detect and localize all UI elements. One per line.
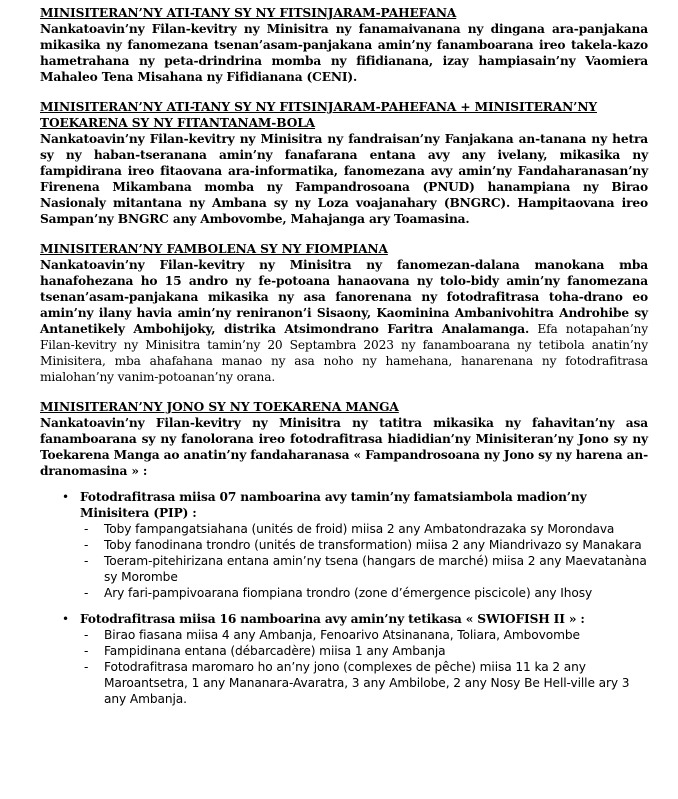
section-body-bold: Nankatoavin’ny Filan-kevitry ny Minisitra ny fanamaivanana ny dingana ara-panjakana mikasika ny fanomezana tsenan’asam-panjakana amin’ny fanamboarana ireo takela-kazo hametrahana ny peta-drindrina momba ny fifidianana, izay hampiasain’ny Vaomiera Mahaleo Tena Misahana ny Fifidianana (CENI). xyxy=(40,22,648,84)
list-item-text: Fampidinana entana (débarcadère) miisa 1 any Ambanja xyxy=(104,644,446,658)
section-heading: MINISITERAN’NY FAMBOLENA SY NY FIOMPIANA xyxy=(40,242,388,256)
section-body xyxy=(40,21,648,85)
bullet-item xyxy=(40,611,648,707)
dash-list xyxy=(80,627,648,707)
bullet-title: Fotodrafitrasa miisa 16 namboarina avy amin’ny tetikasa « SWIOFISH II » : xyxy=(80,612,585,626)
list-item-text: Birao fiasana miisa 4 any Ambanja, Fenoarivo Atsinanana, Toliara, Ambovombe xyxy=(104,628,580,642)
section-body-bold: Nankatoavin’ny Filan-kevitry ny Minisitra ny tatitra mikasika ny fahavitan’ny asa fanamboarana sy ny fanolorana ireo fotodrafitrasa hiadidian’ny Minisiteran’ny Jono sy ny Toekarena Manga ao anatin’ny fandaharanasa « Fampandrosoana ny Jono sy ny harena an-dranomasina » : xyxy=(40,416,648,478)
bullet-item xyxy=(40,489,648,601)
section-ati-tany xyxy=(40,5,648,85)
section-heading: MINISITERAN’NY ATI-TANY SY NY FITSINJARAM-PAHEFANA + MINISITERAN’NY TOEKARENA SY NY FITANTANAM-BOLA xyxy=(40,100,597,130)
list-item xyxy=(80,643,648,659)
section-body-bold: Nankatoavin’ny Filan-kevitry ny Minisitra ny fandraisan’ny Fanjakana an-tanana ny hetra sy ny haban-tseranana amin’ny fanafarana entana avy any ivelany, mikasika ny fampidirana ireo fitaovana ara-informatika, fanomezana avy amin’ny Fandaharanasan’ny Firenena Mikambana momba ny Fampandrosoana (PNUD) hanampiana ny Birao Nasionaly mitantana ny Ambana sy ny Loza voajanahary (BNGRC). Hampitaovana ireo Sampan’ny BNGRC any Ambovombe, Mahajanga ary Toamasina. xyxy=(40,132,648,226)
section-ati-tany-toekarena xyxy=(40,99,648,227)
dash-icon: - xyxy=(84,554,89,568)
bullet-icon: • xyxy=(62,612,70,626)
bullet-icon: • xyxy=(62,490,70,504)
bullet-list xyxy=(40,489,648,707)
list-item xyxy=(80,537,648,553)
dash-icon: - xyxy=(84,586,89,600)
dash-icon: - xyxy=(84,660,89,674)
section-jono xyxy=(40,399,648,707)
list-item-text: Toby fampangatsiahana (unités de froid) miisa 2 any Ambatondrazaka sy Morondava xyxy=(104,522,615,536)
list-item xyxy=(80,553,648,585)
list-item-text: Ary fari-pampivoarana fiompiana trondro (zone d’émergence piscicole) any Ihosy xyxy=(104,586,593,600)
list-item-text: Toeram-pitehirizana entana amin’ny tsena (hangars de marché) miisa 2 any Maevatanàna sy Morombe xyxy=(104,554,647,584)
section-body xyxy=(40,415,648,479)
list-item xyxy=(80,521,648,537)
list-item-text: Fotodrafitrasa maromaro ho an’ny jono (complexes de pêche) miisa 11 ka 2 any Maroantsetra, 1 any Mananara-Avaratra, 3 any Ambilobe, 2 any Nosy Be Hell-ville ary 3 any Ambanja. xyxy=(104,660,630,706)
dash-icon: - xyxy=(84,522,89,536)
list-item xyxy=(80,659,648,707)
dash-list xyxy=(80,521,648,601)
section-body-normal: Efa notapahan’ny Filan-kevitry ny Minisitra tamin’ny 20 Septambra 2023 ny fanamboarana ny tetibola anatin’ny Minisitera, mba ahafahana manao ny asa noho ny hamehana, hanarenana ny fotodrafitrasa mialohan’ny vanim-potoanan’ny orana. xyxy=(40,322,648,384)
list-item-text: Toby fanodinana trondro (unités de transformation) miisa 2 any Miandrivazo sy Manakara xyxy=(104,538,642,552)
section-heading: MINISITERAN’NY JONO SY NY TOEKARENA MANGA xyxy=(40,400,399,414)
bullet-title: Fotodrafitrasa miisa 07 namboarina avy tamin’ny famatsiambola madion’ny Minisitera (PIP) : xyxy=(80,490,587,520)
section-body xyxy=(40,131,648,227)
dash-icon: - xyxy=(84,628,89,642)
section-heading: MINISITERAN’NY ATI-TANY SY NY FITSINJARAM-PAHEFANA xyxy=(40,6,457,20)
section-body-bold: Nankatoavin’ny Filan-kevitry ny Minisitra ny fanomezan-dalana manokana mba hanafohezana ho 15 andro ny fe-potoana hanaovana ny tolo-bidy amin’ny fanomezana tsenan’asam-panjakana mikasika ny asa fanorenana ny fotodrafitrasa toha-drano eo amin’ny ilany havia amin’ny reniranon’i Sisaony, Kaominina Ambanivohitra Androhibe sy Antanetikely Ambohijoky, distrika Atsimondrano Faritra Analamanga. xyxy=(40,258,648,336)
section-fambolena xyxy=(40,241,648,385)
list-item xyxy=(80,627,648,643)
section-body xyxy=(40,257,648,385)
list-item xyxy=(80,585,648,601)
dash-icon: - xyxy=(84,538,89,552)
dash-icon: - xyxy=(84,644,89,658)
